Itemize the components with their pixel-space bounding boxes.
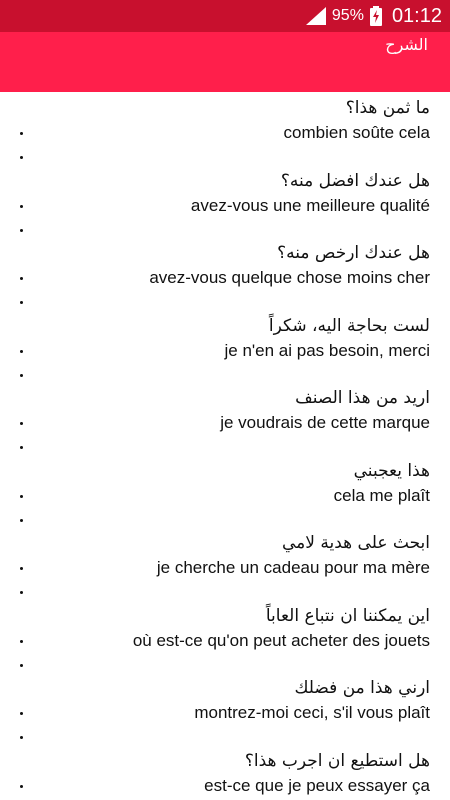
bullet-dot-icon <box>20 736 23 739</box>
arabic-phrase: اين يمكننا ان نتباع العاباً <box>265 605 430 626</box>
french-translation: avez-vous quelque chose moins cher <box>149 268 430 287</box>
arabic-phrase: ابحث على هدية لامي <box>282 533 430 553</box>
battery-percent: 95% <box>331 7 364 24</box>
bullet-dot-icon <box>20 422 23 425</box>
french-translation: avez-vous une meilleure qualité <box>190 195 430 215</box>
bullet-dot-icon <box>20 712 23 715</box>
french-translation: combien soûte cela <box>283 123 430 142</box>
bullet-dot-icon <box>20 350 23 353</box>
bullet-dot-icon <box>20 205 23 208</box>
arabic-phrase: لست بحاجة اليه، شكراً <box>268 315 430 336</box>
french-translation: je voudrais de cette marque <box>220 413 430 432</box>
bullet-dot-icon <box>20 277 23 280</box>
french-translation: est-ce que je peux essayer ça <box>204 775 430 795</box>
bullet-dot-icon <box>20 591 23 594</box>
arabic-phrase: هل استطيع ان اجرب هذا؟ <box>244 750 430 771</box>
bullet-dot-icon <box>20 229 23 232</box>
status-time: 01:12 <box>391 4 442 27</box>
arabic-phrase: ما ثمن هذا؟ <box>345 98 430 118</box>
bullet-dot-icon <box>20 640 23 643</box>
list-item <box>0 527 450 600</box>
french-translation: cela me plaît <box>333 485 430 505</box>
status-icons <box>306 0 442 32</box>
status-bar <box>0 0 450 32</box>
list-item <box>0 310 450 383</box>
bullet-dot-icon <box>20 567 23 570</box>
french-translation: où est-ce qu'on peut acheter des jouets <box>132 630 430 650</box>
arabic-phrase: اريد من هذا الصنف <box>295 388 430 408</box>
bullet-dot-icon <box>20 519 23 522</box>
bullet-dot-icon <box>20 301 23 304</box>
list-item <box>0 165 450 238</box>
list-item <box>0 382 450 455</box>
french-translation: montrez-moi ceci, s'il vous plaît <box>194 703 430 722</box>
bullet-dot-icon <box>20 132 23 135</box>
french-translation: je cherche un cadeau pour ma mère <box>156 558 430 577</box>
arabic-phrase: هل عندك افضل منه؟ <box>280 170 430 191</box>
bullet-dot-icon <box>20 156 23 159</box>
bullet-dot-icon <box>20 495 23 498</box>
arabic-phrase: هذا يعجبني <box>353 460 430 481</box>
signal-icon <box>306 7 326 25</box>
app-title: الشرح <box>385 35 428 54</box>
list-item <box>0 455 450 528</box>
bullet-dot-icon <box>20 374 23 377</box>
app-bar <box>0 32 450 92</box>
arabic-phrase: هل عندك ارخص منه؟ <box>277 243 430 263</box>
arabic-phrase: ارني هذا من فضلك <box>294 678 430 698</box>
phrase-list[interactable] <box>0 92 450 800</box>
list-item <box>0 672 450 745</box>
bullet-dot-icon <box>20 446 23 449</box>
list-item <box>0 745 450 800</box>
list-item <box>0 92 450 165</box>
french-translation: je n'en ai pas besoin, merci <box>224 340 430 360</box>
battery-charging-icon <box>370 6 382 26</box>
list-item <box>0 600 450 673</box>
list-item <box>0 237 450 310</box>
bullet-dot-icon <box>20 785 23 788</box>
bullet-dot-icon <box>20 664 23 667</box>
